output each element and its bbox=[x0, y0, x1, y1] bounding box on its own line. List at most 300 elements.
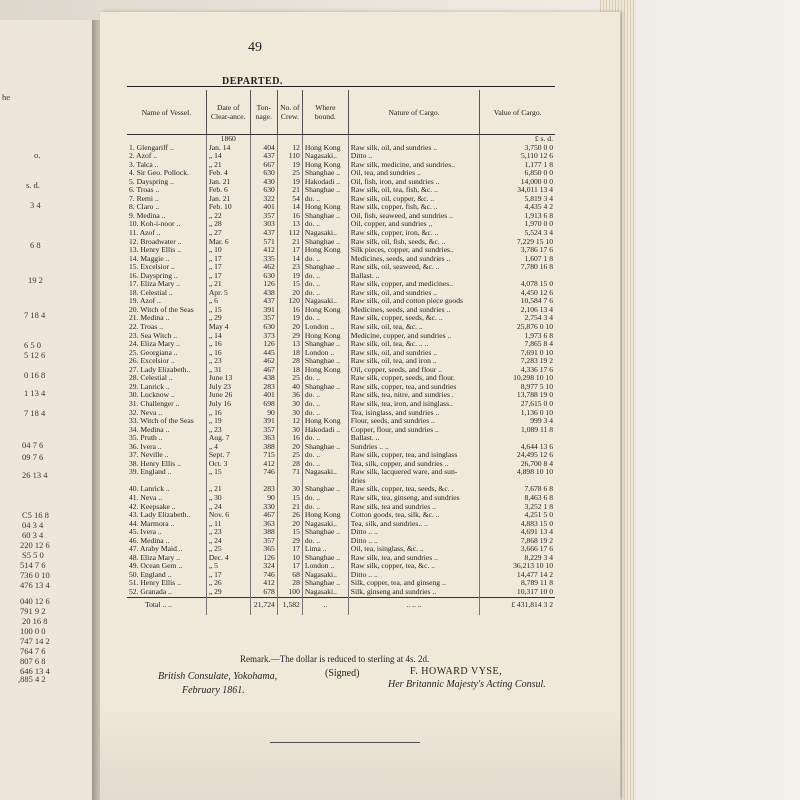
cargo: Raw silk, oil, copper, &c. .. bbox=[348, 195, 480, 204]
destination: Lima .. bbox=[302, 545, 348, 554]
left-page-fragment: 3 4 bbox=[30, 200, 41, 210]
clearance-date: July 16 bbox=[206, 400, 250, 409]
crew: 16 bbox=[277, 434, 302, 443]
cargo-value: 7,868 19 2 bbox=[520, 536, 553, 545]
destination: Shanghae .. bbox=[302, 579, 348, 588]
crew: 100 bbox=[277, 588, 302, 597]
tonnage: 404 bbox=[250, 144, 277, 153]
destination: Hakodadi .. bbox=[302, 178, 348, 187]
table-row bbox=[127, 426, 555, 435]
cargo: Raw silk, oil, seaweed, &c. .. bbox=[348, 263, 480, 272]
crew: 30 bbox=[277, 485, 302, 494]
cargo: Raw silk, copper, fish, &c. .. bbox=[348, 203, 480, 212]
cargo-value: 1,177 1 8 bbox=[524, 160, 553, 169]
clearance-date: „ 29 bbox=[206, 588, 250, 597]
crew: 36 bbox=[277, 391, 302, 400]
page-shadow bbox=[100, 700, 620, 800]
tonnage: 357 bbox=[250, 212, 277, 221]
table-row bbox=[127, 144, 555, 153]
clearance-date: „ 14 bbox=[206, 332, 250, 341]
tonnage: 467 bbox=[250, 366, 277, 375]
destination: Hakodadi .. bbox=[302, 426, 348, 435]
left-page-fragment: 7 18 4 bbox=[24, 408, 46, 418]
left-page-fragment: 1 13 4 bbox=[24, 388, 46, 398]
destination: Nagasaki.. bbox=[302, 152, 348, 161]
tonnage: 126 bbox=[250, 340, 277, 349]
crew: 15 bbox=[277, 280, 302, 289]
crew: 25 bbox=[277, 169, 302, 178]
cargo: Raw silk, oil, tea, and iron .. bbox=[348, 357, 480, 366]
vessel-name: 10. Koh-i-noor .. bbox=[127, 220, 206, 229]
clearance-date: „ 21 bbox=[206, 280, 250, 289]
left-page-fragment: 60 3 4 bbox=[22, 530, 44, 540]
destination: do. .. bbox=[302, 289, 348, 298]
cargo-value: 10,584 7 6 bbox=[520, 297, 553, 306]
clearance-date: „ 6 bbox=[206, 297, 250, 306]
table-row bbox=[127, 169, 555, 178]
destination: Hong Kong bbox=[302, 366, 348, 375]
clearance-date: „ 23 bbox=[206, 357, 250, 366]
left-page-fragment: 807 6 8 bbox=[20, 656, 46, 666]
tonnage: 363 bbox=[250, 520, 277, 529]
vessel-name: 14. Maggie .. bbox=[127, 255, 206, 264]
vessel-name: 25. Georgiana .. bbox=[127, 349, 206, 358]
tonnage: 630 bbox=[250, 323, 277, 332]
destination: Shanghae .. bbox=[302, 263, 348, 272]
table-row bbox=[127, 263, 555, 272]
crew bbox=[277, 477, 302, 486]
table-row bbox=[127, 374, 555, 383]
destination: Hong Kong bbox=[302, 246, 348, 255]
crew: 29 bbox=[277, 537, 302, 546]
clearance-date: „ 25 bbox=[206, 545, 250, 554]
crew: 14 bbox=[277, 203, 302, 212]
cargo: Raw silk, oil, tea, &c. .. bbox=[348, 323, 480, 332]
table-row bbox=[127, 229, 555, 238]
crew: 30 bbox=[277, 400, 302, 409]
signer-name: F. HOWARD VYSE, bbox=[410, 666, 503, 677]
cargo-value: 1,607 1 8 bbox=[524, 254, 553, 263]
table-row bbox=[127, 485, 555, 494]
cargo: Medicines, seeds, and sundries .. bbox=[348, 306, 480, 315]
table-row bbox=[127, 520, 555, 529]
cargo-value bbox=[480, 434, 555, 443]
tonnage: 401 bbox=[250, 203, 277, 212]
cargo: Oil, fish, iron, and sundries .. bbox=[348, 178, 480, 187]
header-value: Value of Cargo. bbox=[480, 90, 555, 135]
clearance-date: „ 16 bbox=[206, 409, 250, 418]
cargo-value: 2,754 3 4 bbox=[524, 314, 553, 323]
cargo-value: 27,615 0 0 bbox=[520, 399, 553, 408]
clearance-date bbox=[206, 477, 250, 486]
cargo-value: 5,524 3 4 bbox=[524, 229, 553, 238]
destination: Shanghae .. bbox=[302, 212, 348, 221]
cargo-value: 7,691 0 10 bbox=[520, 348, 553, 357]
tonnage: 126 bbox=[250, 280, 277, 289]
table-row bbox=[127, 195, 555, 204]
vessel-name: 47. Araby Maid .. bbox=[127, 545, 206, 554]
crew: 18 bbox=[277, 366, 302, 375]
clearance-date: „ 21 bbox=[206, 485, 250, 494]
clearance-date: „ 26 bbox=[206, 579, 250, 588]
consulate-date: February 1861. bbox=[182, 685, 245, 696]
clearance-date: Jan. 14 bbox=[206, 144, 250, 153]
crew: 14 bbox=[277, 255, 302, 264]
crew: 28 bbox=[277, 579, 302, 588]
vessel-name: 36. Ivera .. bbox=[127, 443, 206, 452]
left-page-fragment: S5 5 0 bbox=[22, 550, 44, 560]
clearance-date: Feb. 10 bbox=[206, 203, 250, 212]
destination: Shanghae .. bbox=[302, 357, 348, 366]
vessel-name: 15. Excelsior .. bbox=[127, 263, 206, 272]
vessel-name: 31. Challenger .. bbox=[127, 400, 206, 409]
cargo: Raw silk, oil, and cotton piece goods bbox=[348, 297, 480, 306]
crew: 21 bbox=[277, 238, 302, 247]
tonnage: 462 bbox=[250, 263, 277, 272]
destination: Hong Kong bbox=[302, 306, 348, 315]
cargo-value bbox=[480, 272, 555, 281]
tonnage: 283 bbox=[250, 383, 277, 392]
destination: do. .. bbox=[302, 503, 348, 512]
vessel-name: 26. Excelsior .. bbox=[127, 357, 206, 366]
crew: 120 bbox=[277, 297, 302, 306]
destination: Hong Kong bbox=[302, 332, 348, 341]
destination: do. .. bbox=[302, 220, 348, 229]
cargo: Ballast. .. bbox=[348, 272, 480, 281]
cargo-value: 2,106 13 4 bbox=[520, 305, 553, 314]
subheader-row bbox=[127, 135, 555, 144]
table-row bbox=[127, 477, 555, 486]
signer-title: Her Britannic Majesty's Acting Consul. bbox=[388, 679, 546, 690]
header-cargo: Nature of Cargo. bbox=[348, 90, 480, 135]
table-row bbox=[127, 332, 555, 341]
tonnage: 698 bbox=[250, 400, 277, 409]
left-page-fragment: 476 13 4 bbox=[20, 580, 50, 590]
cargo: Medicines, seeds, and sundries .. bbox=[348, 255, 480, 264]
table-row bbox=[127, 400, 555, 409]
vessel-name: 23. Sea Witch .. bbox=[127, 332, 206, 341]
destination bbox=[302, 477, 348, 486]
tonnage: 90 bbox=[250, 409, 277, 418]
clearance-date: Dec. 4 bbox=[206, 554, 250, 563]
crew: 12 bbox=[277, 144, 302, 153]
table-row bbox=[127, 220, 555, 229]
tonnage: 391 bbox=[250, 306, 277, 315]
tonnage: 437 bbox=[250, 297, 277, 306]
table-row bbox=[127, 238, 555, 247]
destination: London .. bbox=[302, 349, 348, 358]
vessel-name: 49. Ocean Gem .. bbox=[127, 562, 206, 571]
crew: 15 bbox=[277, 494, 302, 503]
cargo: Raw silk, copper, tea, &c. .. bbox=[348, 562, 480, 571]
cargo-value: 3,786 17 6 bbox=[520, 246, 553, 255]
tonnage: 746 bbox=[250, 571, 277, 580]
tonnage: 437 bbox=[250, 152, 277, 161]
cargo: Raw silk, oil, fish, seeds, &c. .. bbox=[348, 238, 480, 247]
cargo: Medicine, copper, and sundries .. bbox=[348, 332, 480, 341]
table-row bbox=[127, 212, 555, 221]
cargo-value: 4,691 13 4 bbox=[520, 528, 553, 537]
crew: 68 bbox=[277, 571, 302, 580]
tonnage: 401 bbox=[250, 391, 277, 400]
cargo: Ditto .. bbox=[348, 152, 480, 161]
cargo: Raw silk, tea, nitre, and sundries . bbox=[348, 391, 480, 400]
clearance-date: „ 17 bbox=[206, 263, 250, 272]
tonnage: 357 bbox=[250, 314, 277, 323]
cargo-value: 24,495 12 6 bbox=[516, 451, 553, 460]
cargo-value: 4,251 5 0 bbox=[524, 511, 553, 520]
vessel-name: 12. Broadwater .. bbox=[127, 238, 206, 247]
cargo-value: 1,970 0 0 bbox=[524, 220, 553, 229]
vessel-name: 41. Neva .. bbox=[127, 494, 206, 503]
crew: 21 bbox=[277, 186, 302, 195]
crew: 15 bbox=[277, 528, 302, 537]
left-page-fragment: C5 16 8 bbox=[22, 510, 49, 520]
clearance-date: „ 29 bbox=[206, 314, 250, 323]
cargo-value: 1,136 0 10 bbox=[520, 408, 553, 417]
cargo: Raw silk, oil, and sundries .. bbox=[348, 349, 480, 358]
clearance-date: „ 27 bbox=[206, 229, 250, 238]
crew: 30 bbox=[277, 409, 302, 418]
crew: 17 bbox=[277, 246, 302, 255]
clearance-date: „ 16 bbox=[206, 349, 250, 358]
left-page-fragment: ,885 4 2 bbox=[18, 674, 46, 684]
clearance-date: „ 30 bbox=[206, 494, 250, 503]
clearance-date: „ 23 bbox=[206, 528, 250, 537]
cargo: Copper, flour, and sundries .. bbox=[348, 426, 480, 435]
left-page bbox=[0, 20, 96, 800]
clearance-date: „ 17 bbox=[206, 272, 250, 281]
cargo: Raw silk, tea, and sundries .. bbox=[348, 554, 480, 563]
cargo-value: 7,283 19 2 bbox=[520, 357, 553, 366]
table-row bbox=[127, 503, 555, 512]
cargo-value: 36,213 10 10 bbox=[513, 562, 553, 571]
table-row bbox=[127, 511, 555, 520]
destination: Nagasaki.. bbox=[302, 571, 348, 580]
tonnage: 357 bbox=[250, 537, 277, 546]
table-row bbox=[127, 152, 555, 161]
top-rule bbox=[127, 86, 555, 87]
vessel-name: 38. Henry Ellis .. bbox=[127, 460, 206, 469]
destination: London .. bbox=[302, 562, 348, 571]
crew: 110 bbox=[277, 152, 302, 161]
destination: Shanghae .. bbox=[302, 238, 348, 247]
cargo-value: 13,788 19 0 bbox=[516, 391, 553, 400]
destination: Hong Kong bbox=[302, 144, 348, 153]
destination: do. .. bbox=[302, 391, 348, 400]
currency-header: £ s. d. bbox=[534, 134, 553, 143]
destination: Shanghae .. bbox=[302, 169, 348, 178]
vessel-name: 30. Lucknow .. bbox=[127, 391, 206, 400]
cargo-value: 3,750 0 0 bbox=[524, 143, 553, 152]
left-page-fragment: 747 14 2 bbox=[20, 636, 50, 646]
tonnage: 715 bbox=[250, 451, 277, 460]
vessel-name: 8. Claro .. bbox=[127, 203, 206, 212]
destination: do. .. bbox=[302, 255, 348, 264]
destination: Shanghae .. bbox=[302, 528, 348, 537]
left-page-fragment: 0 16 8 bbox=[24, 370, 46, 380]
destination: Shanghae .. bbox=[302, 554, 348, 563]
tonnage: 357 bbox=[250, 426, 277, 435]
tonnage: 324 bbox=[250, 562, 277, 571]
cargo: Oil, copper, seeds, and flour .. bbox=[348, 366, 480, 375]
tonnage: 746 bbox=[250, 468, 277, 477]
table-row bbox=[127, 161, 555, 170]
crew: 28 bbox=[277, 357, 302, 366]
tonnage: 667 bbox=[250, 161, 277, 170]
cargo-value: 7,780 16 8 bbox=[520, 263, 553, 272]
cargo: Ditto .. .. bbox=[348, 537, 480, 546]
crew: 20 bbox=[277, 520, 302, 529]
clearance-date: „ 16 bbox=[206, 340, 250, 349]
cargo-value: 8,229 3 4 bbox=[524, 553, 553, 562]
destination: do. .. bbox=[302, 451, 348, 460]
header-date: Date of Clear-ance. bbox=[206, 90, 250, 135]
table-row bbox=[127, 468, 555, 477]
header-vessel: Name of Vessel. bbox=[127, 90, 206, 135]
vessel-name: 11. Azof .. bbox=[127, 229, 206, 238]
vessel-name: 6. Troas .. bbox=[127, 186, 206, 195]
crew: 16 bbox=[277, 212, 302, 221]
table-row bbox=[127, 246, 555, 255]
tonnage: 412 bbox=[250, 460, 277, 469]
left-page-fragment: he bbox=[2, 92, 11, 102]
vessel-name: 52. Granada .. bbox=[127, 588, 206, 597]
table-row bbox=[127, 460, 555, 469]
crew: 29 bbox=[277, 332, 302, 341]
tonnage: 630 bbox=[250, 272, 277, 281]
crew: 17 bbox=[277, 545, 302, 554]
crew: 20 bbox=[277, 443, 302, 452]
vessel-name: 7. Remi .. bbox=[127, 195, 206, 204]
table-row bbox=[127, 579, 555, 588]
tonnage: 571 bbox=[250, 238, 277, 247]
left-page-fragment: 5 12 6 bbox=[24, 350, 46, 360]
left-page-fragment: 6 8 bbox=[30, 240, 41, 250]
clearance-date: „ 15 bbox=[206, 468, 250, 477]
table-row bbox=[127, 409, 555, 418]
destination: do. .. bbox=[302, 409, 348, 418]
clearance-date: Apr. 5 bbox=[206, 289, 250, 298]
left-page-fragment: 040 12 6 bbox=[20, 596, 50, 606]
vessel-name: 45. Ivera .. bbox=[127, 528, 206, 537]
table-row bbox=[127, 272, 555, 281]
destination: Nagasaki.. bbox=[302, 520, 348, 529]
vessel-name: 2. Azof .. bbox=[127, 152, 206, 161]
crew: 20 bbox=[277, 323, 302, 332]
cargo-value: 999 3 4 bbox=[530, 417, 553, 426]
total-value: £ 431,814 3 2 bbox=[480, 597, 555, 615]
vessel-name: 18. Celestial .. bbox=[127, 289, 206, 298]
left-page-fragment: 7 18 4 bbox=[24, 310, 46, 320]
crew: 26 bbox=[277, 511, 302, 520]
year-label: 1860 bbox=[206, 135, 250, 144]
crew: 13 bbox=[277, 220, 302, 229]
vessel-name: 16. Dayspring .. bbox=[127, 272, 206, 281]
cargo: Raw silk, lacquered ware, and sun- bbox=[348, 468, 480, 477]
table-row bbox=[127, 306, 555, 315]
destination: Hong Kong bbox=[302, 417, 348, 426]
tonnage: 363 bbox=[250, 434, 277, 443]
cargo-value: 25,876 0 10 bbox=[516, 323, 553, 332]
table-row bbox=[127, 289, 555, 298]
clearance-date: June 13 bbox=[206, 374, 250, 383]
cargo: Silk pieces, copper, and sundries.. bbox=[348, 246, 480, 255]
tonnage: 438 bbox=[250, 289, 277, 298]
table-row bbox=[127, 349, 555, 358]
clearance-date: Mar. 6 bbox=[206, 238, 250, 247]
clearance-date: Feb. 4 bbox=[206, 169, 250, 178]
table-row bbox=[127, 280, 555, 289]
tonnage: 388 bbox=[250, 443, 277, 452]
crew: 28 bbox=[277, 460, 302, 469]
vessel-name: 17. Eliza Mary .. bbox=[127, 280, 206, 289]
tonnage: 391 bbox=[250, 417, 277, 426]
cargo: Oil, tea, and sundries .. bbox=[348, 169, 480, 178]
vessel-name: 37. Neville .. bbox=[127, 451, 206, 460]
cargo: Raw silk, medicine, and sundries.. bbox=[348, 161, 480, 170]
table-row bbox=[127, 255, 555, 264]
tonnage: 126 bbox=[250, 554, 277, 563]
tonnage: 630 bbox=[250, 169, 277, 178]
vessel-name: 51. Henry Ellis .. bbox=[127, 579, 206, 588]
cargo: Tea, silk, copper, and sundries .. bbox=[348, 460, 480, 469]
table-row bbox=[127, 554, 555, 563]
table-row bbox=[127, 314, 555, 323]
vessel-name: 44. Marmora .. bbox=[127, 520, 206, 529]
clearance-date: „ 31 bbox=[206, 366, 250, 375]
table-row bbox=[127, 571, 555, 580]
clearance-date: June 26 bbox=[206, 391, 250, 400]
cargo-value: 1,913 6 8 bbox=[524, 211, 553, 220]
cargo-value: 3,666 17 6 bbox=[520, 545, 553, 554]
cargo-value: 4,078 15 0 bbox=[520, 280, 553, 289]
cargo: Raw silk, copper, seeds, and flour. bbox=[348, 374, 480, 383]
vessel-name: 21. Medina .. bbox=[127, 314, 206, 323]
clearance-date: „ 11 bbox=[206, 520, 250, 529]
cargo: Raw silk, oil, tea, &c. .. .. bbox=[348, 340, 480, 349]
destination: do. .. bbox=[302, 494, 348, 503]
vessel-name: 50. England .. bbox=[127, 571, 206, 580]
table-row bbox=[127, 366, 555, 375]
cargo: Raw silk, tea, iron, and isinglass.. bbox=[348, 400, 480, 409]
left-page-fragment: 764 7 6 bbox=[20, 646, 46, 656]
clearance-date: Oct. 3 bbox=[206, 460, 250, 469]
cargo: Raw silk, oil, and sundries .. bbox=[348, 289, 480, 298]
tonnage: 630 bbox=[250, 186, 277, 195]
tonnage: 90 bbox=[250, 494, 277, 503]
cargo: Oil, copper, and sundries .. bbox=[348, 220, 480, 229]
clearance-date: „ 4 bbox=[206, 443, 250, 452]
tonnage: 303 bbox=[250, 220, 277, 229]
vessel-name: 19. Azof .. bbox=[127, 297, 206, 306]
cargo: Raw silk, tea and sundries .. bbox=[348, 503, 480, 512]
clearance-date: Jan. 21 bbox=[206, 195, 250, 204]
table-row bbox=[127, 434, 555, 443]
tonnage bbox=[250, 477, 277, 486]
clearance-date: Nov. 6 bbox=[206, 511, 250, 520]
vessel-name: 29. Lanrick .. bbox=[127, 383, 206, 392]
total-crew: 1,582 bbox=[277, 597, 302, 615]
left-page-fragment: 20 16 8 bbox=[22, 616, 48, 626]
cargo: Raw silk, oil, tea, fish, &c. .. bbox=[348, 186, 480, 195]
clearance-date: „ 21 bbox=[206, 161, 250, 170]
table-row bbox=[127, 537, 555, 546]
tonnage: 462 bbox=[250, 357, 277, 366]
clearance-date: „ 22 bbox=[206, 212, 250, 221]
tonnage: 437 bbox=[250, 229, 277, 238]
crew: 25 bbox=[277, 451, 302, 460]
